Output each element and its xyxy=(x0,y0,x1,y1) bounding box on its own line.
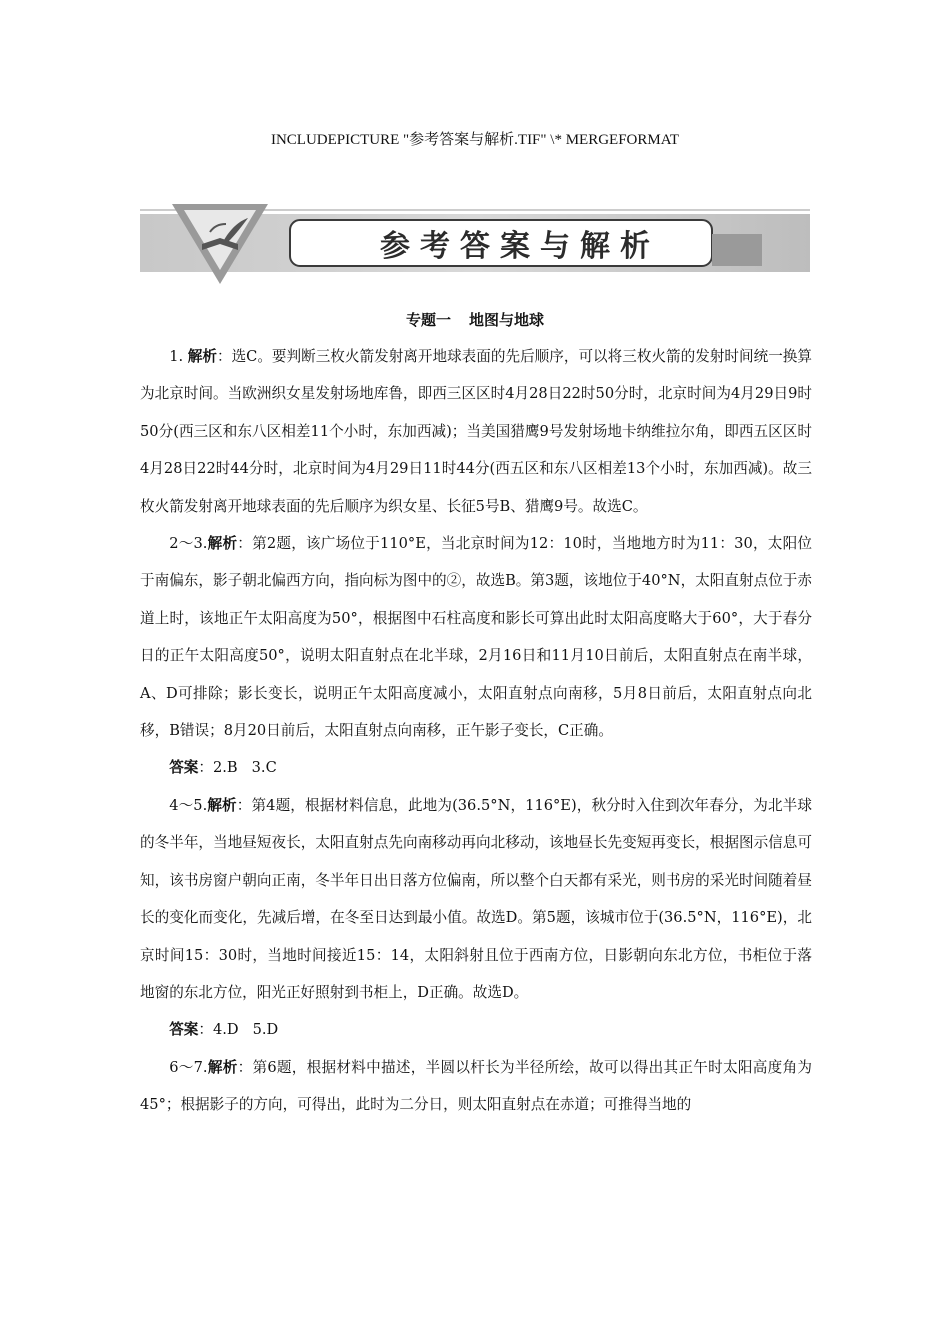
analysis-label: 解析 xyxy=(207,535,238,553)
field-code-text: INCLUDEPICTURE "参考答案与解析.TIF" \* MERGEFORMAT xyxy=(270,132,680,148)
analysis-label: 解析 xyxy=(187,348,217,365)
answer-label: 答案 xyxy=(169,1021,199,1039)
answer-banner xyxy=(140,204,810,286)
answer-value: ：2.B xyxy=(198,759,238,777)
section-title-part-b: 地图与地球 xyxy=(469,311,545,329)
analysis-text: ：第2题，该广场位于110°E，当北京时间为12：10时，当地地方时为11：30，太阳位于南偏东，影子朝北偏西方向，指向标为图中的②，故选B。第3题，该地位于40°N，太阳直射点位于赤道上时，该地正午太阳高度为50°，根据图中石柱高度和影长可算出此时太阳高度略大于60°，大于春分日的正午太阳高度50°，说明太阳直射点在北半球，2月16日和11月10日前后，太阳直射点在南半球，A、D可排除；影长变长，说明正午太阳高度减小，太阳直射点向南移，5月8日前后，太阳直射点向北移，B错误；8月20日前后，太阳直射点向南移，正午影子变长，C正确。 xyxy=(140,535,812,740)
question-4-5-analysis xyxy=(140,787,812,1011)
question-number: 6～7. xyxy=(169,1058,208,1076)
question-4-5-answer xyxy=(140,1011,812,1048)
question-2-3-analysis xyxy=(140,525,812,749)
analysis-label: 解析 xyxy=(207,1058,238,1076)
answer-value: ：4.D xyxy=(198,1021,239,1039)
answer-content xyxy=(140,338,812,1124)
question-6-7-analysis xyxy=(140,1049,812,1124)
question-number: 2～3. xyxy=(169,535,208,553)
analysis-text: ：选C。要判断三枚火箭发射离开地球表面的先后顺序，可以将三枚火箭的发射时间统一换算为北京时间。当欧洲织女星发射场地库鲁，即西三区区时4月28日22时50分时，北京时间为4月29日9时50分(西三区和东八区相差11个小时，东加西减)；当美国猎鹰9号发射场地卡纳维拉尔角，即西五区区时4月28日22时44分时，北京时间为4月29日11时44分(西五区和东八区相差13个小时，东加西减)。故三枚火箭发射离开地球表面的先后顺序为织女星、长征5号B、猎鹰9号。故选C。 xyxy=(140,348,812,515)
analysis-text: ：第6题，根据材料中描述，半圆以杆长为半径所绘，故可以得出其正午时太阳高度角为45°；根据影子的方向，可得出，此时为二分日，则太阳直射点在赤道；可推得当地的 xyxy=(140,1058,812,1114)
banner-title: 参考答案与解析 xyxy=(380,229,660,264)
question-number: 1. xyxy=(169,348,188,365)
question-2-3-answer xyxy=(140,749,812,786)
answer-value: 3.C xyxy=(251,759,277,777)
answer-value: 5.D xyxy=(252,1021,279,1039)
section-title xyxy=(0,309,950,330)
question-1-analysis xyxy=(140,338,812,525)
section-title-part-a: 专题一 xyxy=(405,311,451,329)
question-number: 4～5. xyxy=(169,796,208,814)
analysis-text: ：第4题，根据材料信息，此地为(36.5°N，116°E)，秋分时入住到次年春分，为北半球的冬半年，当地昼短夜长，太阳直射点先向南移动再向北移动，该地昼长先变短再变长，根据图示信息可知，该书房窗户朝向正南，冬半年日出日落方位偏南，所以整个白天都有采光，则书房的采光时间随着昼长的变化而变化，先减后增，在冬至日达到最小值。故选D。第5题，该城市位于(36.5°N，116°E)，北京时间15：30时，当地时间接近15：14，太阳斜射且位于西南方位，日影朝向东北方位，书柜位于落地窗的东北方位，阳光正好照射到书柜上，D正确。故选D。 xyxy=(140,796,812,1001)
answer-label: 答案 xyxy=(169,759,199,777)
analysis-label: 解析 xyxy=(207,796,237,814)
